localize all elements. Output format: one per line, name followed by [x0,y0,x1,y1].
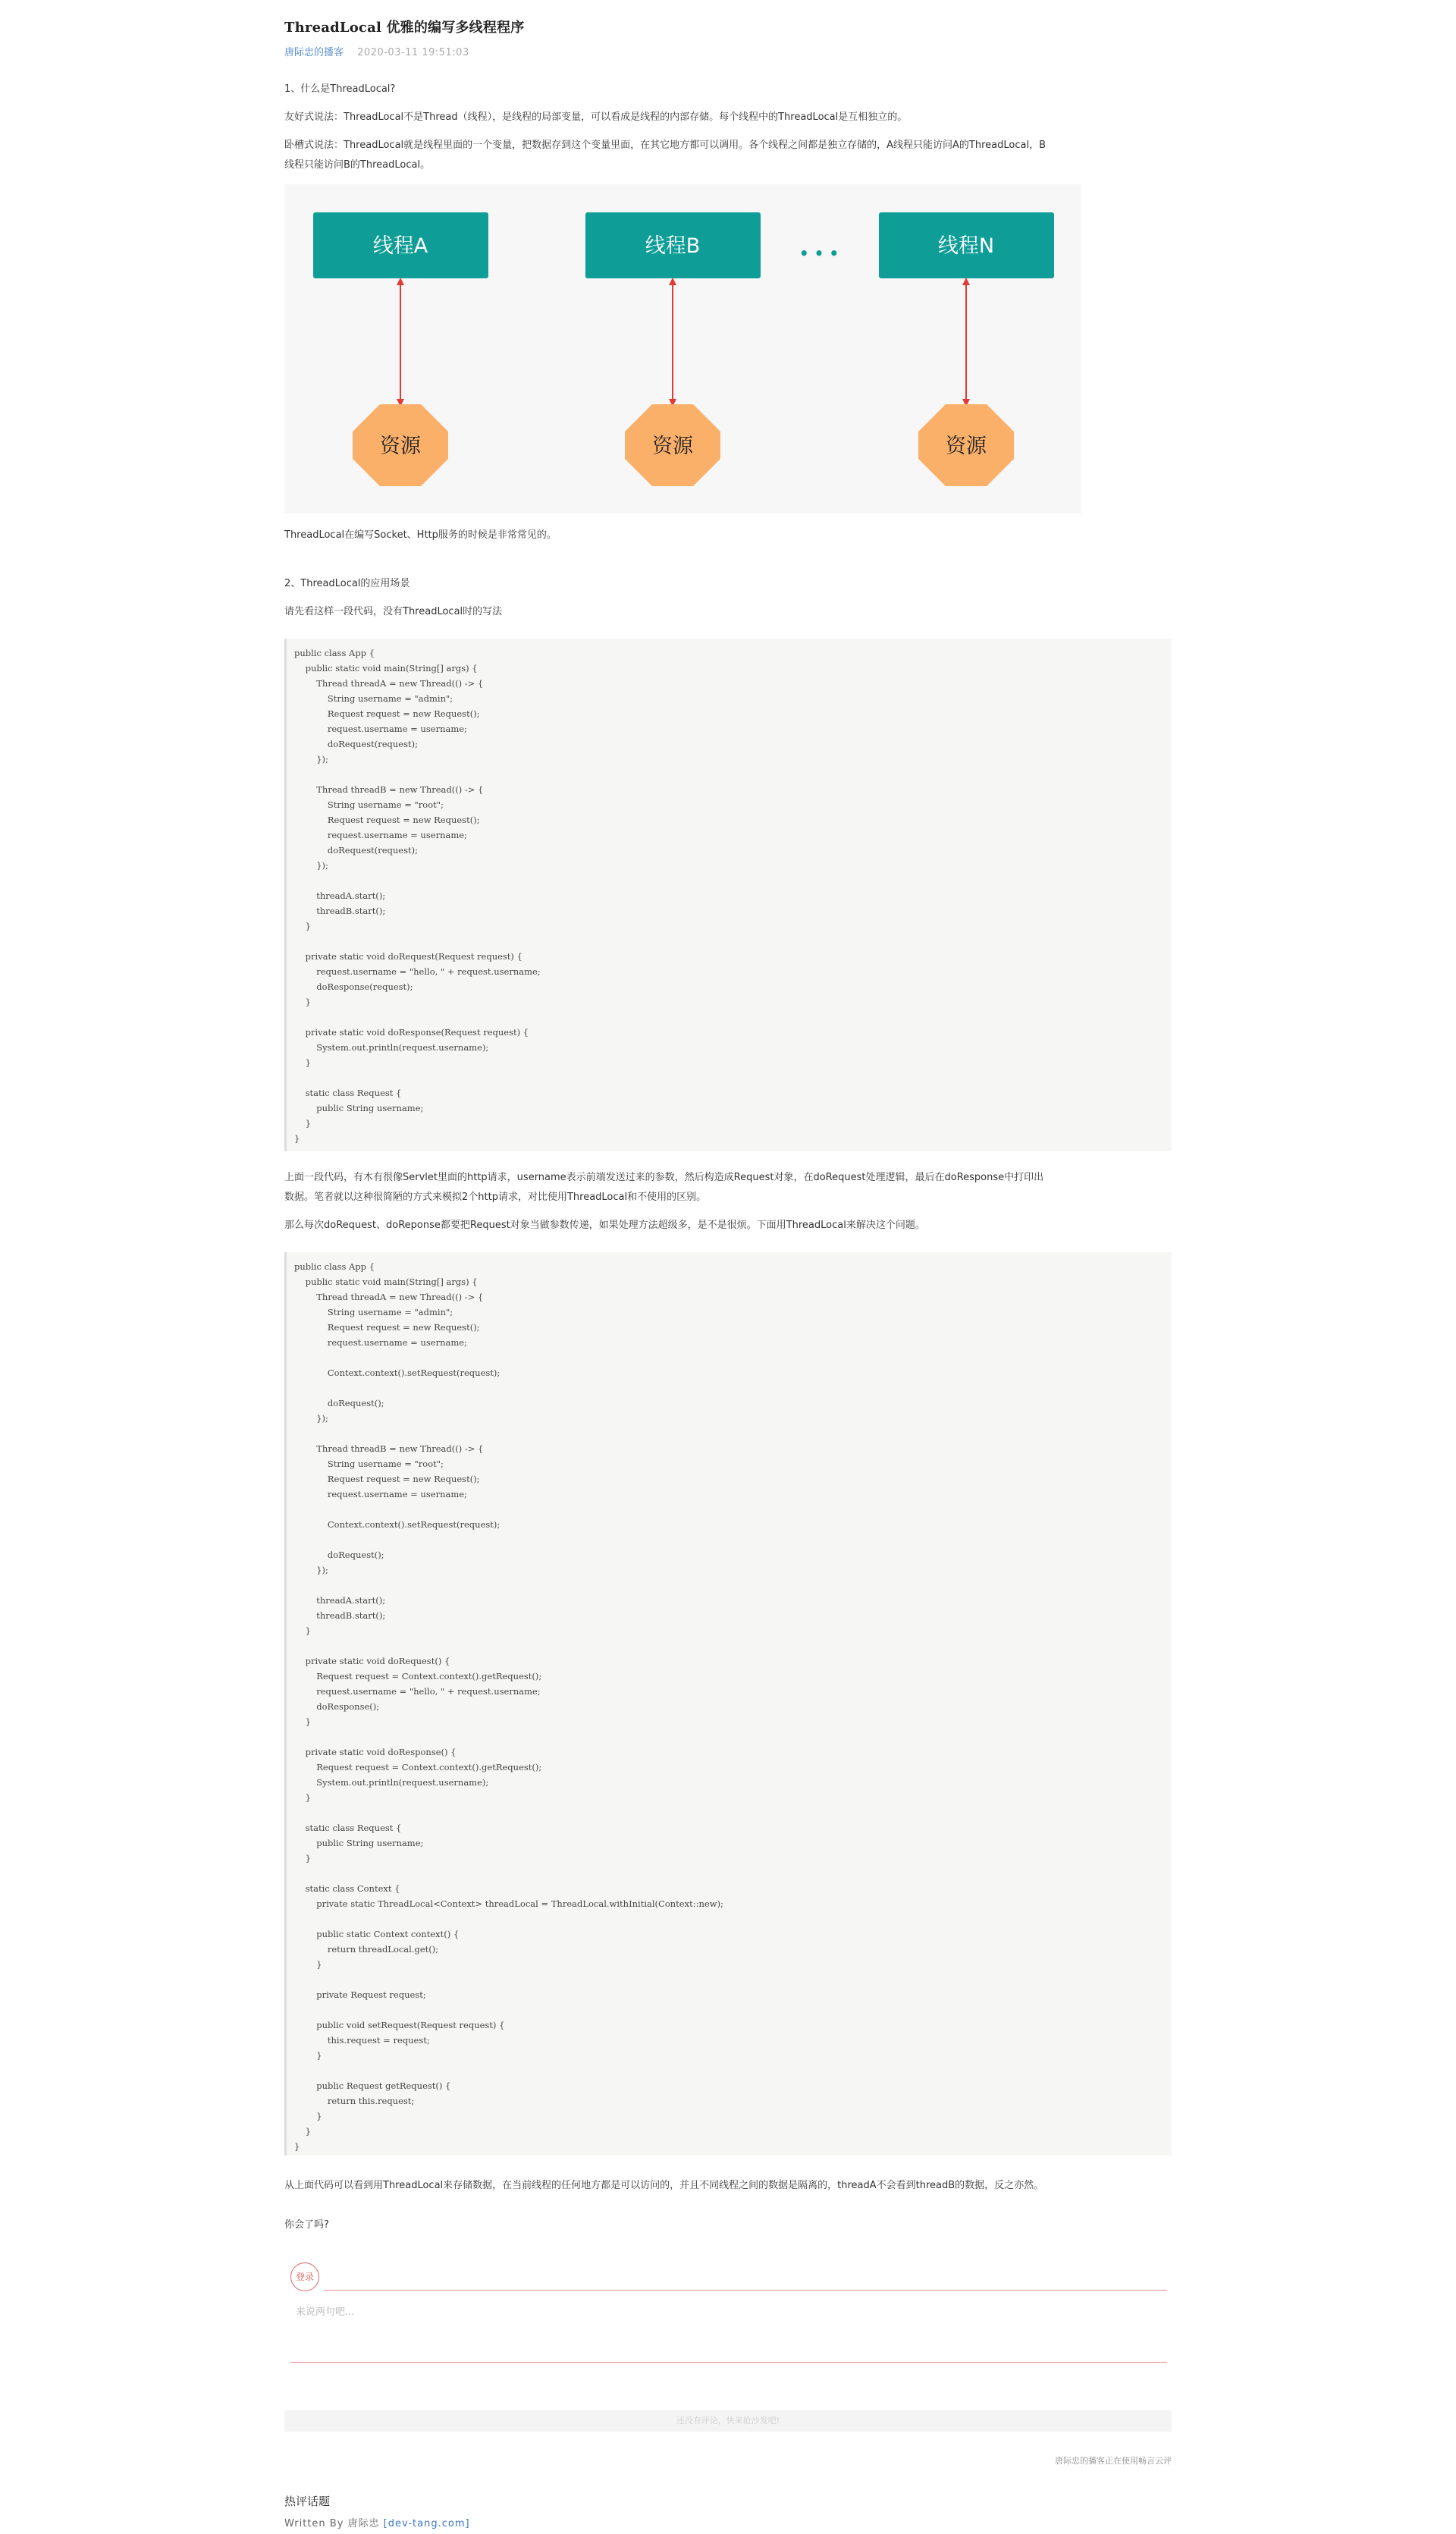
code-line: String username = "root"; [294,799,444,810]
code-line: request.username = username; [294,724,467,734]
ellipsis: • • • [799,244,839,262]
code-line: } [294,2050,322,2061]
code-line [294,873,1172,888]
comment-divider [324,2290,1167,2291]
code-line: } [294,2111,322,2121]
code-line: request.username = username; [294,1337,467,1348]
publish-date: 2020-03-11 19:51:03 [357,47,469,58]
hot-topics-title: 热评话题 [284,2495,331,2508]
code-line: } [294,1133,300,1144]
code-line: this.request = request; [294,2035,430,2046]
code-line: public static void main(String[] args) { [294,663,478,674]
code-line: String username = "admin"; [294,693,453,704]
code-line: Request request = new Request(); [294,1474,480,1484]
code-line: public class App { [294,648,375,658]
code-line [294,1350,1172,1365]
code-line: }); [294,860,328,871]
written-by-text: Written By 唐际忠 [284,2518,384,2529]
paragraph: 从上面代码可以看到用ThreadLocal来存储数据，在当前线程的任何地方都是可以访问的，并且不同线程之间的数据是隔离的，threadA不会看到threadB的数据，反之亦然。 [284,2180,1044,2191]
code-line [294,767,1172,782]
code-line: Request request = new Request(); [294,815,480,825]
code-line: public void setRequest(Request request) { [294,2020,505,2030]
code-line: request.username = "hello, " + request.username; [294,1686,541,1697]
code-line: } [294,921,311,931]
code-line: return threadLocal.get(); [294,1944,439,1955]
code-block-1 [284,639,1172,1151]
article-meta [284,44,469,58]
article-title: ThreadLocal 优雅的编写多线程程序 [284,20,525,36]
code-line: } [294,1792,311,1803]
code-line: threadB.start(); [294,1610,386,1621]
paragraph: ThreadLocal在编写Socket、Http服务的时候是非常常见的。 [284,529,557,541]
code-line: System.out.println(request.username); [294,1042,489,1053]
code-line [294,1426,1172,1441]
code-line: } [294,1625,311,1636]
code-line [294,2063,1172,2078]
comment-input[interactable]: 来说两句吧... [296,2306,355,2318]
code-line: Request request = new Request(); [294,708,480,719]
code-line: public class App { [294,1261,375,1272]
code-line: static class Context { [294,1883,400,1894]
code-line: public static void main(String[] args) { [294,1276,478,1287]
author-link[interactable]: 唐际忠的播客 [284,47,344,58]
code-line [294,1070,1172,1085]
code-line: doRequest(); [294,1398,384,1408]
paragraph: 卧槽式说法：ThreadLocal就是线程里面的一个变量，把数据存到这个变量里面，在其它地方都可以调用。各个线程之间都是独立存储的，A线程只能访问A的ThreadLocal，B [284,140,1046,151]
code-line [294,1911,1172,1926]
code-line: private Request request; [294,1989,426,2000]
code-line: } [294,1057,311,1068]
code-line: Context.context().setRequest(request); [294,1519,500,1530]
written-by [284,2515,470,2529]
code-line: Request request = Context.context().getRequest(); [294,1762,542,1773]
code-line: doRequest(request); [294,739,418,749]
code-line: }); [294,1565,328,1575]
code-line: } [294,997,311,1007]
comment-box [284,2256,1172,2370]
paragraph: 那么每次doRequest、doReponse都要把Request对象当做参数传递，如果处理方法超级多，是不是很烦。下面用ThreadLocal来解决这个问题。 [284,1220,925,1231]
code-line: request.username = username; [294,1489,467,1499]
code-line: request.username = "hello, " + request.username; [294,966,541,977]
code-line: String username = "root"; [294,1459,444,1469]
thread-box-b [585,212,761,278]
code-line [294,1380,1172,1396]
empty-comments-notice: 还没有评论，快来抢沙发吧! [284,2410,1172,2432]
resource-label: 资源 [380,435,421,458]
code-line: doRequest(); [294,1550,384,1560]
code-line: private static ThreadLocal<Context> threadLocal = ThreadLocal.withInitial(Context::new); [294,1898,723,1909]
code-line: } [294,1118,311,1129]
code-line: Thread threadB = new Thread(() -> { [294,1443,484,1454]
code-line: doRequest(request); [294,845,418,856]
code-line: threadB.start(); [294,906,386,916]
code-line [294,1729,1172,1744]
code-line: }); [294,754,328,765]
resource-n [918,404,1014,486]
resource-a [353,404,448,486]
code-line [294,1532,1172,1547]
code-line [294,1578,1172,1593]
comment-divider [290,2362,1167,2363]
code-line [294,1638,1172,1653]
code-line: threadA.start(); [294,1595,386,1606]
code-line: public String username; [294,1103,424,1113]
code-line [294,1805,1172,1820]
code-line: } [294,2126,311,2137]
code-line: String username = "admin"; [294,1307,453,1317]
site-link[interactable]: [dev-tang.com] [383,2518,470,2529]
resource-label: 资源 [946,435,987,458]
thread-label-a: 线程A [372,234,428,258]
paragraph: 线程只能访问B的ThreadLocal。 [284,159,431,171]
code-line: public static Context context() { [294,1929,460,1939]
code-line: } [294,1716,311,1727]
code-line [294,1972,1172,1987]
code-line: private static void doResponse() { [294,1747,457,1757]
code-line: threadA.start(); [294,890,386,901]
code-line: } [294,2141,300,2152]
code-line: private static void doRequest() { [294,1656,450,1666]
code-line: }); [294,1413,328,1424]
code-line: static class Request { [294,1088,402,1098]
code-line: doResponse(); [294,1701,380,1712]
section-2-heading: 2、ThreadLocal的应用场景 [284,578,410,589]
code-line: private static void doRequest(Request request) { [294,951,522,962]
code-line: } [294,1853,311,1864]
resource-label: 资源 [652,435,693,458]
code-line [294,1866,1172,1881]
powered-by-link[interactable]: 唐际忠的播客正在使用畅言云评 [1055,2456,1172,2466]
code-line: Thread threadA = new Thread(() -> { [294,678,484,689]
thread-label-b: 线程B [645,234,701,258]
code-line: Thread threadA = new Thread(() -> { [294,1292,484,1302]
code-line: return this.request; [294,2096,415,2106]
code-line: Thread threadB = new Thread(() -> { [294,784,484,795]
code-line: Request request = new Request(); [294,1322,480,1333]
paragraph: 数据。笔者就以这种很简陋的方式来模拟2个http请求，对比使用ThreadLocal和不使用的区别。 [284,1192,707,1203]
threadlocal-diagram [284,184,1081,513]
login-button[interactable]: 登录 [290,2262,319,2291]
section-1-heading: 1、什么是ThreadLocal? [284,83,396,95]
code-line [294,2002,1172,2017]
paragraph: 请先看这样一段代码，没有ThreadLocal时的写法 [284,606,503,617]
code-line: System.out.println(request.username); [294,1777,489,1788]
code-line: static class Request { [294,1823,402,1833]
code-line [294,1010,1172,1025]
code-line: public Request getRequest() { [294,2080,451,2091]
resource-b [625,404,720,486]
thread-box-n [879,212,1054,278]
paragraph: 友好式说法：ThreadLocal不是Thread（线程），是线程的局部变量，可以看成是线程的内部存储。每个线程中的ThreadLocal是互相独立的。 [284,111,908,123]
code-line: doResponse(request); [294,981,413,992]
thread-label-n: 线程N [937,234,995,258]
code-line: Context.context().setRequest(request); [294,1367,500,1378]
diagram-svg [284,184,1081,513]
thread-box-a [313,212,488,278]
code-line [294,1502,1172,1517]
code-line: } [294,1959,322,1970]
code-line: public String username; [294,1838,424,1848]
code-block-2 [284,1252,1172,2156]
code-line: request.username = username; [294,830,467,840]
paragraph: 上面一段代码，有木有很像Servlet里面的http请求，username表示前端发送过来的参数，然后构造成Request对象，在doRequest处理逻辑，最后在doResponse中打印出 [284,1172,1044,1183]
paragraph: 你会了吗? [284,2219,329,2231]
code-line: Request request = Context.context().getRequest(); [294,1671,542,1681]
code-line [294,934,1172,949]
code-line: private static void doResponse(Request request) { [294,1027,529,1038]
